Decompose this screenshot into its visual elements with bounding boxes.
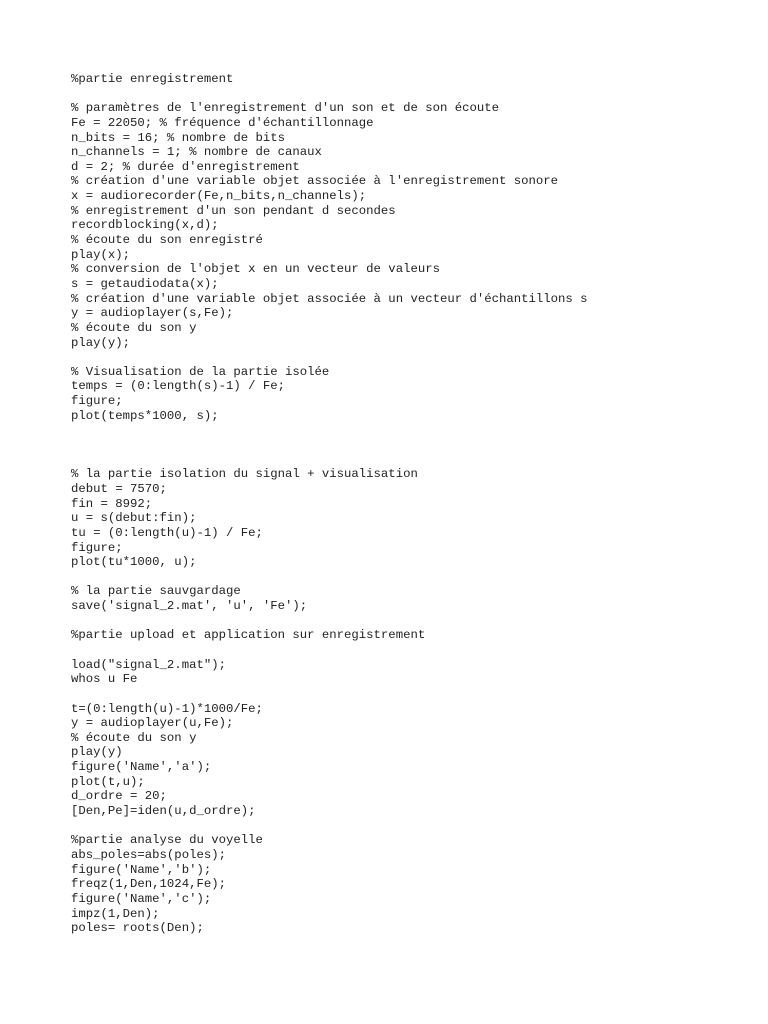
code-line (71, 453, 588, 468)
code-line (71, 819, 588, 834)
code-line: % la partie isolation du signal + visualisation (71, 467, 418, 482)
code-line: % création d'une variable objet associée à l'enregistrement sonore (71, 174, 559, 189)
code-line: fin = 8992; (71, 496, 153, 511)
code-line: % écoute du son y (71, 730, 197, 745)
code-line: plot(tu*1000, u); (71, 555, 197, 570)
code-line (71, 614, 588, 629)
code-line: plot(temps*1000, s); (71, 408, 219, 423)
code-line: u = s(debut:fin); (71, 511, 197, 526)
code-line (71, 423, 588, 438)
code-line (71, 643, 588, 658)
code-line: % la partie sauvgardage (71, 584, 241, 599)
code-line: figure; (71, 394, 123, 409)
code-line: figure('Name','a'); (71, 760, 212, 775)
code-line: % écoute du son enregistré (71, 233, 263, 248)
code-line: abs_poles=abs(poles); (71, 847, 226, 862)
code-line: n_channels = 1; % nombre de canaux (71, 145, 322, 160)
code-line: impz(1,Den); (71, 906, 160, 921)
code-line: d_ordre = 20; (71, 789, 167, 804)
code-line (71, 87, 588, 102)
code-line: recordblocking(x,d); (71, 218, 219, 233)
code-line: % enregistrement d'un son pendant d secondes (71, 203, 396, 218)
code-line (71, 687, 588, 702)
code-line: plot(t,u); (71, 774, 145, 789)
code-line: %partie upload et application sur enregistrement (71, 628, 426, 643)
code-line: % création d'une variable objet associée à un vecteur d'échantillons s (71, 291, 588, 306)
code-line: t=(0:length(u)-1)*1000/Fe; (71, 701, 263, 716)
code-line: y = audioplayer(u,Fe); (71, 716, 234, 731)
code-line: % Visualisation de la partie isolée (71, 364, 330, 379)
code-listing (71, 72, 588, 936)
code-line: s = getaudiodata(x); (71, 276, 219, 291)
code-line: debut = 7570; (71, 481, 167, 496)
code-line: % paramètres de l'enregistrement d'un son et de son écoute (71, 101, 500, 116)
code-line (71, 438, 588, 453)
code-line: poles= roots(Den); (71, 921, 204, 936)
code-line: figure('Name','b'); (71, 862, 212, 877)
code-line: n_bits = 16; % nombre de bits (71, 130, 286, 145)
code-line: whos u Fe (71, 672, 138, 687)
code-line: Fe = 22050; % fréquence d'échantillonnage (71, 115, 374, 130)
code-line: figure('Name','c'); (71, 891, 212, 906)
code-line: play(y) (71, 745, 123, 760)
code-line: save('signal_2.mat', 'u', 'Fe'); (71, 599, 308, 614)
code-line: play(x); (71, 247, 131, 262)
code-line: tu = (0:length(u)-1) / Fe; (71, 525, 263, 540)
code-line: y = audioplayer(s,Fe); (71, 306, 234, 321)
code-line: load("signal_2.mat"); (71, 657, 226, 672)
code-line: %partie analyse du voyelle (71, 833, 263, 848)
code-line: d = 2; % durée d'enregistrement (71, 159, 300, 174)
code-line: figure; (71, 540, 123, 555)
code-line: [Den,Pe]=iden(u,d_ordre); (71, 804, 256, 819)
code-line: temps = (0:length(s)-1) / Fe; (71, 379, 286, 394)
code-line (71, 350, 588, 365)
code-line: freqz(1,Den,1024,Fe); (71, 877, 226, 892)
code-line: % conversion de l'objet x en un vecteur de valeurs (71, 262, 440, 277)
code-line: x = audiorecorder(Fe,n_bits,n_channels); (71, 189, 367, 204)
code-line: % écoute du son y (71, 320, 197, 335)
code-line: play(y); (71, 335, 131, 350)
code-line (71, 570, 588, 585)
code-line: %partie enregistrement (71, 72, 234, 86)
